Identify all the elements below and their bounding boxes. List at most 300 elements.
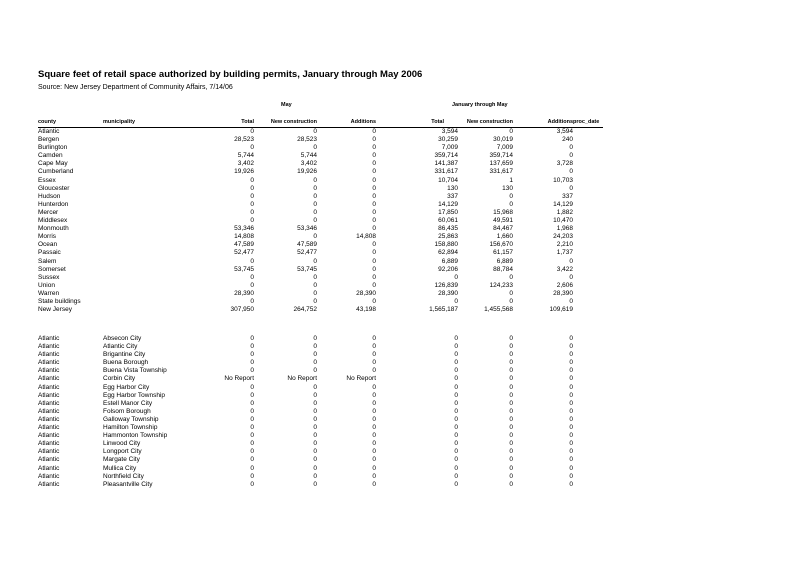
cell-m-add: 0 (372, 448, 376, 456)
cell-y-total: 0 (454, 440, 458, 448)
cell-m-add: 0 (372, 440, 376, 448)
cell-county: Middlesex (38, 217, 68, 225)
cell-county: Essex (38, 176, 56, 184)
cell-m-new: 0 (313, 367, 317, 375)
cell-y-total: 337 (447, 192, 458, 200)
cell-county: Warren (38, 289, 60, 297)
cell-m-total: 0 (250, 351, 254, 359)
cell-m-new: 0 (313, 297, 317, 305)
table-row (0, 177, 800, 185)
cell-y-total: 0 (454, 432, 458, 440)
table-row (0, 351, 800, 359)
cell-y-new: 124,233 (489, 281, 513, 289)
cell-m-new: 0 (313, 448, 317, 456)
cell-y-add: 0 (569, 297, 573, 305)
cell-y-new: 7,009 (496, 144, 513, 152)
cell-m-total: 0 (250, 217, 254, 225)
group-header-may: May (281, 102, 292, 108)
cell-y-add: 0 (569, 407, 573, 415)
cell-muni: Egg Harbor City (103, 383, 150, 391)
cell-y-total: 60,061 (438, 217, 458, 225)
cell-y-total: 0 (454, 424, 458, 432)
cell-y-total: 0 (454, 391, 458, 399)
table-row (0, 298, 800, 306)
cell-m-new: 0 (313, 415, 317, 423)
cell-m-add: 0 (372, 472, 376, 480)
cell-m-add: 0 (372, 241, 376, 249)
cell-m-total: 0 (250, 208, 254, 216)
cell-county: State buildings (38, 297, 81, 305)
cell-county: Atlantic (38, 407, 60, 415)
cell-m-new: 0 (313, 391, 317, 399)
cell-y-add: 10,470 (553, 217, 573, 225)
cell-y-total: 6,889 (441, 257, 458, 265)
table-row (0, 266, 800, 274)
cell-m-add: 0 (372, 128, 376, 135)
cell-y-total: 0 (454, 367, 458, 375)
cell-m-add: 0 (372, 152, 376, 160)
cell-m-add: 0 (372, 383, 376, 391)
cell-y-new: 359,714 (489, 152, 513, 160)
table-row (0, 282, 800, 290)
cell-y-add: 0 (569, 343, 573, 351)
cell-m-total: 0 (250, 281, 254, 289)
cell-y-new: 0 (509, 383, 513, 391)
cell-y-new: 0 (509, 391, 513, 399)
cell-county: Atlantic (38, 440, 60, 448)
cell-y-add: 0 (569, 440, 573, 448)
cell-m-new: 0 (313, 456, 317, 464)
cell-y-new: 1,660 (496, 233, 513, 241)
cell-y-total: 0 (454, 464, 458, 472)
cell-y-total: 0 (454, 480, 458, 488)
cell-m-new: 0 (313, 335, 317, 342)
cell-y-new: 0 (509, 415, 513, 423)
cell-m-total: 0 (250, 424, 254, 432)
cell-m-add: 0 (372, 391, 376, 399)
cell-m-total: 0 (250, 432, 254, 440)
table-row (0, 440, 800, 448)
cell-m-new: 5,744 (300, 152, 317, 160)
cell-y-new: 0 (509, 335, 513, 342)
table-row (0, 306, 800, 314)
cell-y-new: 88,784 (493, 265, 513, 273)
cell-county: Atlantic (38, 480, 60, 488)
cell-m-total: 0 (250, 464, 254, 472)
cell-y-add: 1,968 (556, 225, 573, 233)
cell-y-new: 0 (509, 200, 513, 208)
cell-m-total: 52,477 (234, 249, 254, 257)
cell-county: Atlantic (38, 128, 60, 135)
cell-county: Burlington (38, 144, 68, 152)
cell-county: Hudson (38, 192, 61, 200)
cell-y-new: 0 (509, 351, 513, 359)
cell-m-total: 28,523 (234, 136, 254, 144)
cell-county: Atlantic (38, 472, 60, 480)
cell-y-new: 0 (509, 399, 513, 407)
cell-m-new: 47,589 (297, 241, 317, 249)
cell-y-total: 0 (454, 399, 458, 407)
cell-y-add: 3,728 (556, 160, 573, 168)
cell-y-total: 0 (454, 351, 458, 359)
cell-county: Camden (38, 152, 63, 160)
cell-y-add: 2,606 (556, 281, 573, 289)
cell-y-total: 1,565,187 (429, 306, 458, 314)
cell-m-total: 14,808 (234, 233, 254, 241)
cell-m-total: 0 (250, 440, 254, 448)
cell-y-new: 137,659 (489, 160, 513, 168)
cell-y-new: 0 (509, 359, 513, 367)
cell-county: Salem (38, 257, 57, 265)
cell-m-add: 0 (372, 136, 376, 144)
table-row (0, 408, 800, 416)
cell-y-total: 62,894 (438, 249, 458, 257)
cell-county: Atlantic (38, 375, 60, 383)
cell-m-new: 0 (313, 192, 317, 200)
cell-county: Atlantic (38, 424, 60, 432)
cell-y-new: 331,617 (489, 168, 513, 176)
table-row (0, 456, 800, 464)
cell-muni: Longport City (103, 448, 142, 456)
table-row (0, 384, 800, 392)
cell-m-add: 0 (372, 456, 376, 464)
cell-m-total: 0 (250, 144, 254, 152)
cell-y-add: 0 (569, 415, 573, 423)
cell-m-total: No Report (224, 375, 254, 383)
cell-m-add: 0 (372, 249, 376, 257)
cell-muni: Galloway Township (103, 415, 159, 423)
cell-y-total: 126,839 (434, 281, 458, 289)
cell-m-new: 53,745 (297, 265, 317, 273)
cell-m-add: 0 (372, 480, 376, 488)
cell-y-add: 0 (569, 168, 573, 176)
cell-y-new: 0 (509, 472, 513, 480)
cell-m-new: 0 (313, 289, 317, 297)
table-row (0, 473, 800, 481)
cell-m-add: 0 (372, 407, 376, 415)
cell-muni: Buena Vista Township (103, 367, 167, 375)
cell-m-total: 0 (250, 472, 254, 480)
cell-m-add: 0 (372, 176, 376, 184)
table-row (0, 241, 800, 249)
cell-m-total: 47,589 (234, 241, 254, 249)
column-header-ytd-total: Total (431, 119, 444, 125)
group-header-ytd: January through May (452, 102, 508, 108)
table-row (0, 367, 800, 375)
cell-muni: Linwood City (103, 440, 141, 448)
table-row (0, 400, 800, 408)
cell-y-total: 0 (454, 335, 458, 342)
cell-m-total: 0 (250, 415, 254, 423)
cell-m-add: 0 (372, 144, 376, 152)
cell-m-total: 0 (250, 297, 254, 305)
cell-y-add: 1,737 (556, 249, 573, 257)
cell-county: Ocean (38, 241, 58, 249)
table-row (0, 343, 800, 351)
cell-y-total: 14,129 (438, 200, 458, 208)
cell-muni: Atlantic City (103, 343, 138, 351)
table-row (0, 128, 800, 136)
cell-y-total: 92,206 (438, 265, 458, 273)
cell-m-add: 0 (372, 225, 376, 233)
cell-county: Bergen (38, 136, 59, 144)
municipality-table (0, 335, 800, 489)
cell-y-add: 3,422 (556, 265, 573, 273)
cell-m-total: 0 (250, 399, 254, 407)
cell-y-total: 17,850 (438, 208, 458, 216)
cell-y-new: 0 (509, 343, 513, 351)
cell-y-add: 10,703 (553, 176, 573, 184)
cell-y-new: 130 (502, 184, 513, 192)
cell-m-add: 0 (372, 424, 376, 432)
cell-y-total: 0 (454, 297, 458, 305)
cell-y-total: 7,009 (441, 144, 458, 152)
cell-m-add: 0 (372, 432, 376, 440)
cell-y-total: 359,714 (434, 152, 458, 160)
cell-y-new: 0 (509, 375, 513, 383)
cell-m-new: 0 (313, 424, 317, 432)
cell-y-new: 0 (509, 192, 513, 200)
cell-y-add: 0 (569, 383, 573, 391)
table-row (0, 160, 800, 168)
cell-muni: Margate City (103, 456, 140, 464)
cell-county: Mercer (38, 208, 59, 216)
cell-county: Gloucester (38, 184, 70, 192)
cell-m-total: 0 (250, 383, 254, 391)
cell-m-new: 0 (313, 351, 317, 359)
column-header-proc-date: proc_date (573, 119, 600, 125)
cell-y-total: 158,880 (434, 241, 458, 249)
cell-m-add: 0 (372, 351, 376, 359)
column-header-ytd-additions: Additions (547, 119, 573, 125)
cell-y-new: 49,591 (493, 217, 513, 225)
column-header-ytd-new-construction: New construction (466, 119, 513, 125)
cell-y-new: 0 (509, 432, 513, 440)
cell-y-add: 1,882 (556, 208, 573, 216)
column-header-may-new-construction: New construction (270, 119, 317, 125)
cell-county: Passaic (38, 249, 61, 257)
cell-m-new: 0 (313, 217, 317, 225)
cell-m-new: 0 (313, 407, 317, 415)
cell-county: Atlantic (38, 399, 60, 407)
cell-y-add: 3,594 (556, 128, 573, 135)
cell-m-new: 52,477 (297, 249, 317, 257)
table-row (0, 424, 800, 432)
cell-muni: Buena Borough (103, 359, 149, 367)
cell-county: Cumberland (38, 168, 74, 176)
cell-county: Atlantic (38, 383, 60, 391)
table-row (0, 448, 800, 456)
cell-y-new: 156,670 (489, 241, 513, 249)
cell-m-add: 0 (372, 200, 376, 208)
page-title: Square feet of retail space authorized by building permits, January through May 2006 (38, 69, 423, 80)
cell-y-add: 0 (569, 472, 573, 480)
cell-m-add: 0 (372, 184, 376, 192)
cell-y-total: 28,390 (438, 289, 458, 297)
cell-m-add: 0 (372, 464, 376, 472)
cell-muni: Egg Harbor Township (103, 391, 166, 399)
table-row (0, 274, 800, 282)
cell-county: Atlantic (38, 464, 60, 472)
cell-m-total: 0 (250, 273, 254, 281)
cell-y-add: 0 (569, 480, 573, 488)
column-header-county: county (38, 119, 57, 125)
cell-y-new: 0 (509, 407, 513, 415)
cell-m-total: 3,402 (237, 160, 254, 168)
cell-muni: Mullica City (103, 464, 137, 472)
cell-muni: Brigantine City (103, 351, 146, 359)
cell-muni: Pleasantville City (103, 480, 153, 488)
cell-m-add: 0 (372, 335, 376, 342)
cell-m-add: 0 (372, 160, 376, 168)
cell-m-total: 0 (250, 192, 254, 200)
cell-y-total: 0 (454, 415, 458, 423)
cell-m-new: 0 (313, 359, 317, 367)
cell-m-new: 0 (313, 472, 317, 480)
cell-m-add: 0 (372, 168, 376, 176)
cell-y-new: 1,455,568 (484, 306, 513, 314)
cell-muni: Corbin City (103, 375, 136, 383)
column-header-may-additions: Additions (350, 119, 376, 125)
table-row (0, 233, 800, 241)
cell-y-new: 0 (509, 456, 513, 464)
cell-county: Atlantic (38, 456, 60, 464)
county-summary-table (0, 128, 800, 314)
table-row (0, 258, 800, 266)
cell-muni: Hammonton Township (103, 432, 168, 440)
cell-county: Atlantic (38, 359, 60, 367)
source-note: Source: New Jersey Department of Community Affairs, 7/14/06 (38, 84, 233, 91)
cell-y-add: 0 (569, 424, 573, 432)
cell-m-add: 0 (372, 359, 376, 367)
cell-m-new: 0 (313, 233, 317, 241)
cell-county: Morris (38, 233, 57, 241)
cell-county: Sussex (38, 273, 60, 281)
table-row (0, 375, 800, 383)
cell-m-add: 0 (372, 399, 376, 407)
cell-y-new: 0 (509, 448, 513, 456)
cell-county: Atlantic (38, 351, 60, 359)
cell-m-total: 0 (250, 128, 254, 135)
cell-m-new: 0 (313, 273, 317, 281)
cell-y-add: 0 (569, 464, 573, 472)
table-row (0, 432, 800, 440)
cell-m-new: 0 (313, 440, 317, 448)
cell-y-total: 25,863 (438, 233, 458, 241)
cell-y-add: 337 (562, 192, 573, 200)
cell-y-new: 0 (509, 297, 513, 305)
cell-m-new: 28,523 (297, 136, 317, 144)
cell-m-total: 0 (250, 343, 254, 351)
cell-y-new: 0 (509, 464, 513, 472)
cell-county: Atlantic (38, 335, 60, 342)
cell-muni: Hamilton Township (103, 424, 158, 432)
cell-y-add: 0 (569, 351, 573, 359)
cell-m-add: 0 (372, 192, 376, 200)
table-row (0, 249, 800, 257)
cell-y-new: 0 (509, 128, 513, 135)
cell-y-total: 0 (454, 359, 458, 367)
cell-y-add: 0 (569, 273, 573, 281)
cell-m-new: No Report (287, 375, 317, 383)
column-header-municipality: municipality (103, 119, 136, 125)
cell-m-new: 0 (313, 480, 317, 488)
cell-m-new: 0 (313, 184, 317, 192)
cell-m-total: 307,950 (230, 306, 254, 314)
cell-m-add: No Report (346, 375, 376, 383)
cell-y-add: 2,210 (556, 241, 573, 249)
cell-m-total: 0 (250, 184, 254, 192)
cell-y-new: 0 (509, 440, 513, 448)
cell-y-add: 0 (569, 184, 573, 192)
cell-y-total: 331,617 (434, 168, 458, 176)
cell-y-total: 130 (447, 184, 458, 192)
cell-county: Monmouth (38, 225, 69, 233)
cell-y-add: 0 (569, 432, 573, 440)
table-row (0, 225, 800, 233)
cell-muni: Northfield City (103, 472, 144, 480)
cell-m-total: 0 (250, 335, 254, 342)
cell-y-new: 0 (509, 367, 513, 375)
cell-y-add: 0 (569, 359, 573, 367)
cell-y-new: 30,019 (493, 136, 513, 144)
cell-county: Somerset (38, 265, 66, 273)
table-row (0, 152, 800, 160)
cell-county: Union (38, 281, 55, 289)
table-row (0, 209, 800, 217)
cell-m-new: 0 (313, 128, 317, 135)
cell-m-add: 28,390 (356, 289, 376, 297)
cell-m-total: 0 (250, 359, 254, 367)
cell-county: Cape May (38, 160, 68, 168)
cell-m-add: 0 (372, 415, 376, 423)
cell-county: Atlantic (38, 448, 60, 456)
cell-m-add: 0 (372, 217, 376, 225)
cell-y-new: 0 (509, 273, 513, 281)
cell-county: Hunterdon (38, 200, 69, 208)
cell-m-add: 0 (372, 273, 376, 281)
cell-m-add: 0 (372, 208, 376, 216)
cell-m-add: 0 (372, 343, 376, 351)
table-row (0, 465, 800, 473)
cell-m-add: 14,808 (356, 233, 376, 241)
cell-y-add: 0 (569, 152, 573, 160)
cell-m-new: 0 (313, 144, 317, 152)
cell-m-new: 0 (313, 343, 317, 351)
table-row (0, 359, 800, 367)
cell-m-total: 0 (250, 391, 254, 399)
cell-county: Atlantic (38, 367, 60, 375)
table-row (0, 193, 800, 201)
cell-county: Atlantic (38, 391, 60, 399)
cell-y-new: 0 (509, 289, 513, 297)
cell-y-add: 0 (569, 144, 573, 152)
cell-y-total: 0 (454, 343, 458, 351)
cell-m-total: 0 (250, 367, 254, 375)
cell-m-new: 0 (313, 281, 317, 289)
cell-m-add: 0 (372, 257, 376, 265)
cell-m-new: 0 (313, 399, 317, 407)
cell-y-total: 0 (454, 375, 458, 383)
cell-y-total: 141,387 (434, 160, 458, 168)
cell-m-total: 0 (250, 257, 254, 265)
cell-m-total: 0 (250, 176, 254, 184)
cell-y-add: 109,619 (549, 306, 573, 314)
table-row (0, 168, 800, 176)
cell-m-new: 264,752 (293, 306, 317, 314)
cell-m-new: 53,346 (297, 225, 317, 233)
cell-m-total: 0 (250, 448, 254, 456)
